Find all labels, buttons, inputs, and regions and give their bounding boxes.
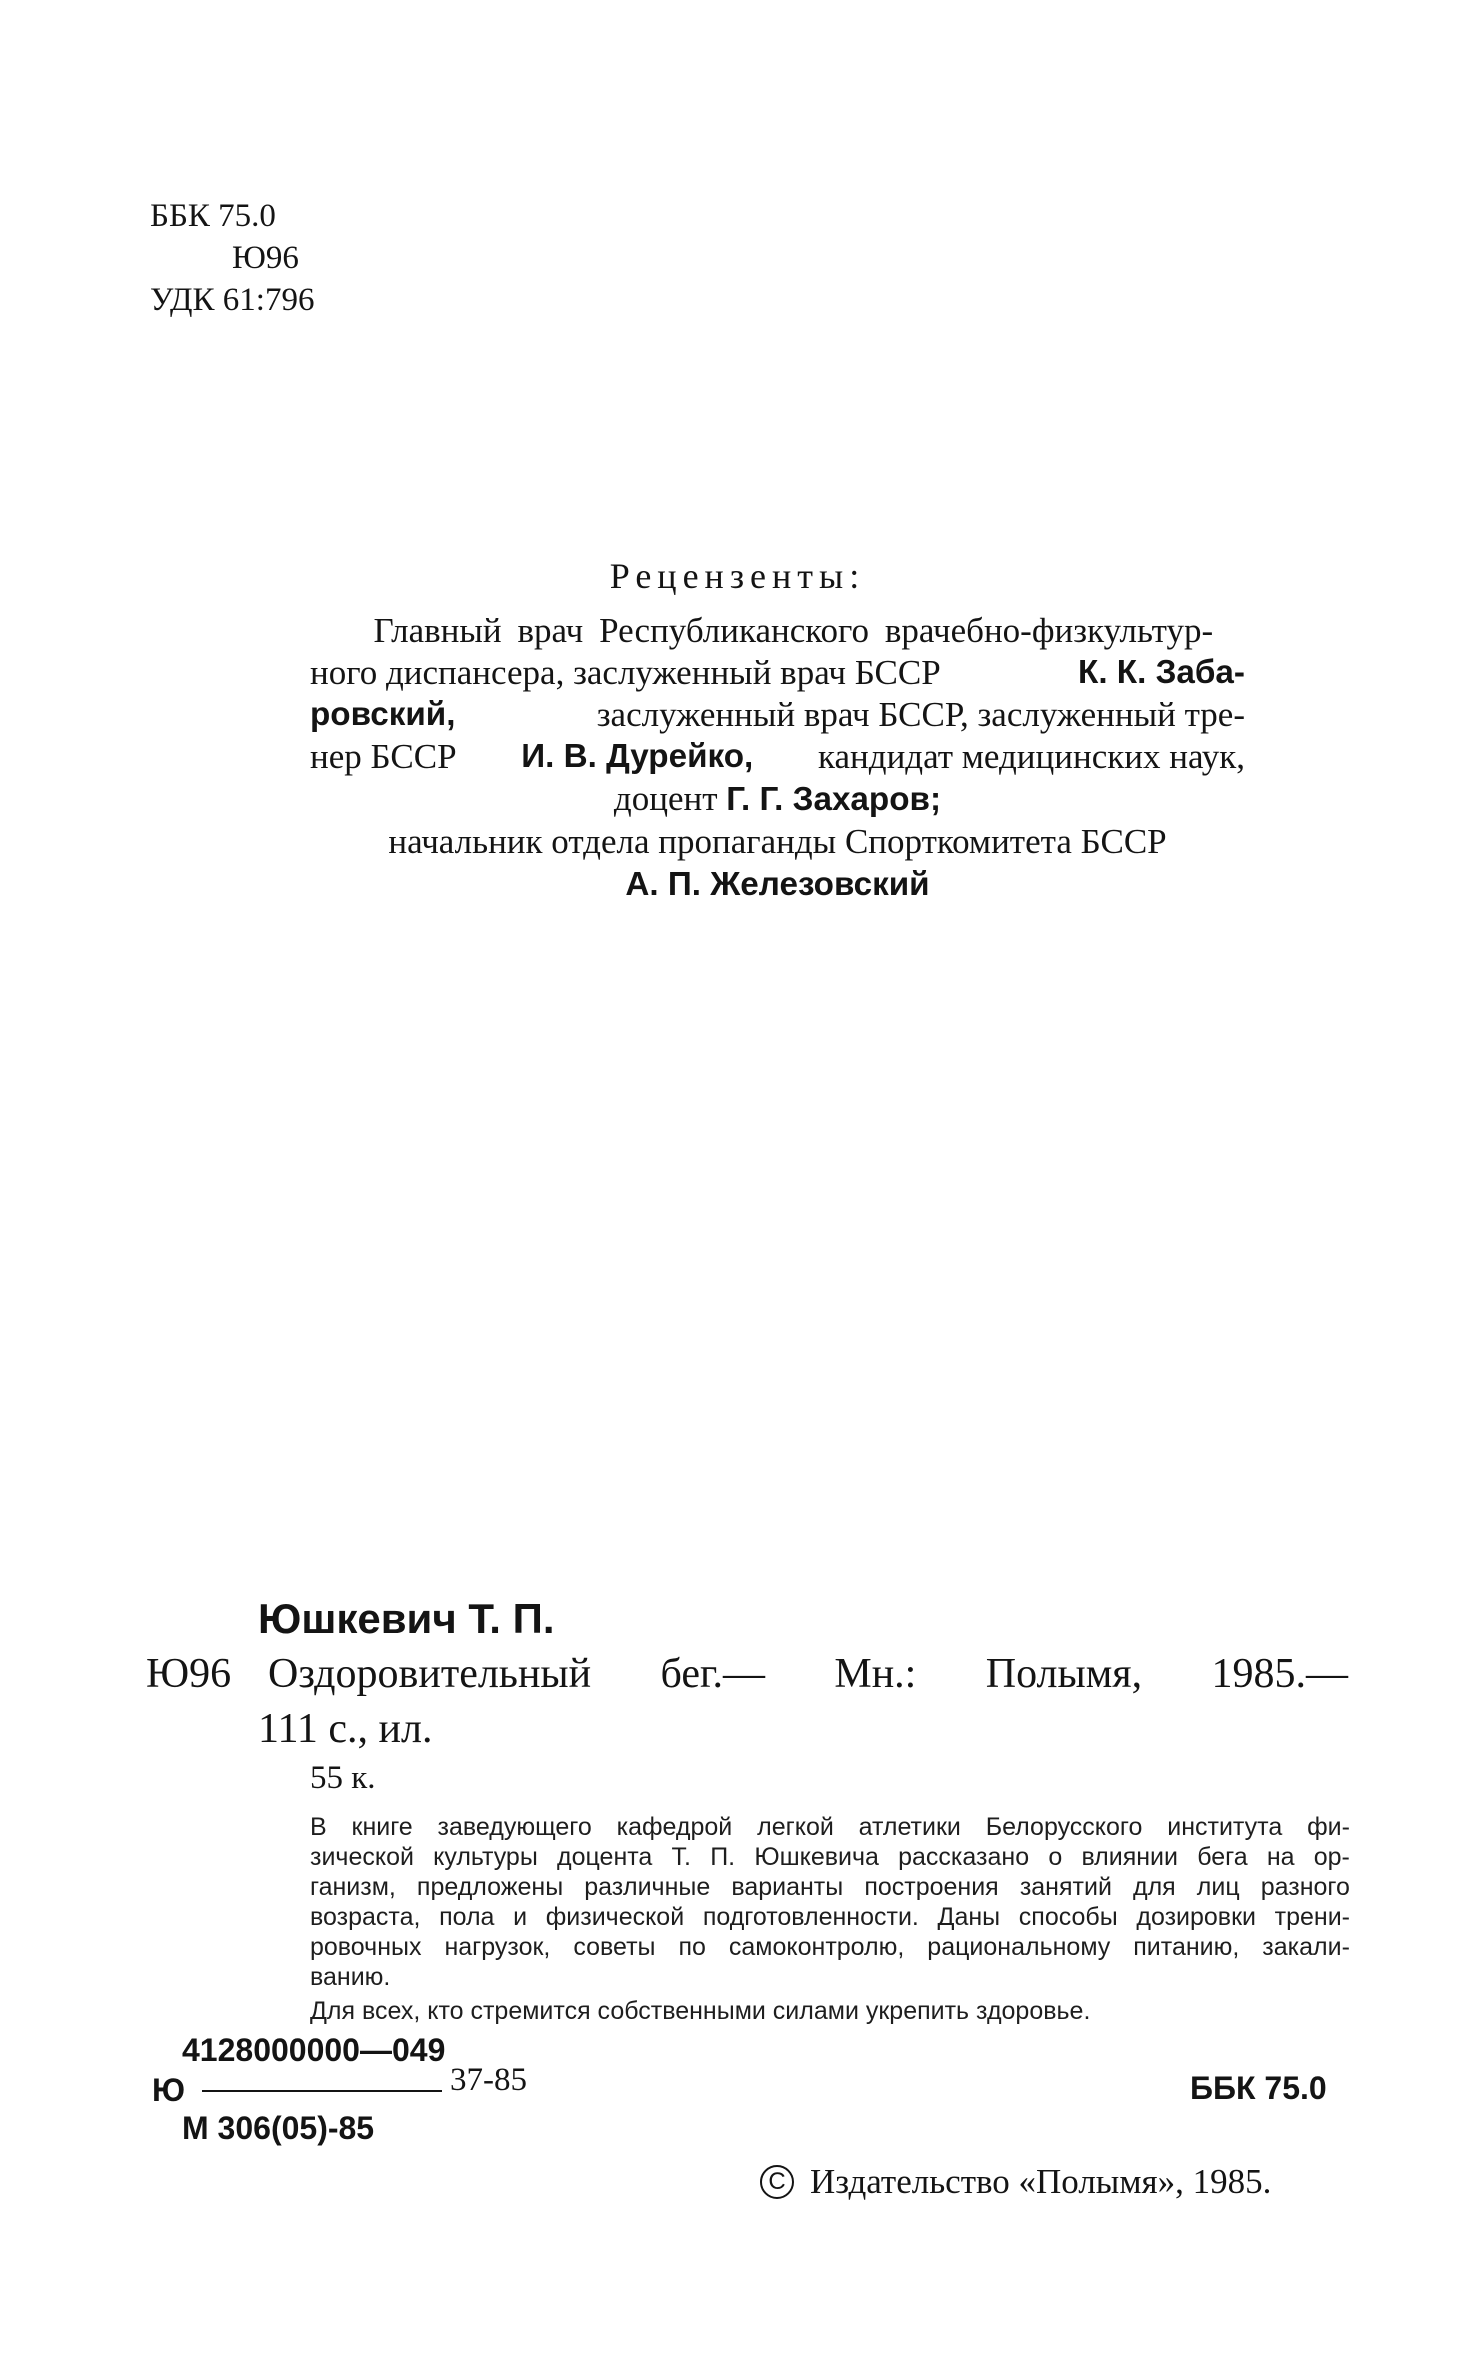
abstract-line	[310, 1932, 1350, 1962]
reviewers-line	[310, 652, 1245, 694]
abstract-word: о	[1048, 1843, 1063, 1871]
copyright-line	[760, 2162, 1271, 2202]
index-denominator: М 306(05)-85	[182, 2110, 375, 2146]
abstract-word: дозировки	[1136, 1903, 1256, 1931]
reviewers-line	[310, 863, 1245, 906]
book-price: 55 к.	[310, 1760, 376, 1796]
abstract-word: рассказано	[898, 1843, 1030, 1871]
reviewers-text: заслуженный врач БССР, заслуженный тре-	[596, 695, 1245, 734]
index-prefix: Ю	[152, 2072, 185, 2108]
reviewers-word: врачебно-физкультур-	[884, 611, 1214, 650]
reviewers-word: Главный	[373, 611, 502, 650]
abstract-word: книге	[351, 1813, 413, 1841]
reviewer-name: Г. Г. Захаров;	[726, 781, 942, 818]
abstract-word: самоконтролю,	[728, 1933, 905, 1961]
abstract-word: варианты	[731, 1873, 844, 1901]
abstract-word: и	[513, 1903, 528, 1931]
abstract-word: физической	[545, 1903, 685, 1931]
abstract-word: трени-	[1274, 1903, 1350, 1931]
abstract-word: института	[1167, 1813, 1283, 1841]
abstract-word: легкой	[757, 1813, 834, 1841]
abstract-word: предложены	[416, 1873, 564, 1901]
index-series: 37-85	[450, 2062, 527, 2098]
abstract-word: П.	[710, 1843, 736, 1871]
reviewers-text: кандидат медицинских наук,	[818, 737, 1245, 776]
udk-code: УДК 61:796	[150, 282, 315, 318]
abstract-word: возраста,	[310, 1903, 421, 1931]
abstract-word: доцента	[557, 1843, 653, 1871]
abstract-line	[310, 1812, 1350, 1842]
abstract-word: фи-	[1307, 1813, 1350, 1841]
book-abstract	[310, 1812, 1350, 2026]
reviewers-heading: Рецензенты:	[609, 556, 866, 596]
abstract-word: занятий	[1019, 1873, 1112, 1901]
abstract-word: советы	[573, 1933, 656, 1961]
copyright-text: Издательство «Полымя», 1985.	[810, 2162, 1272, 2201]
abstract-word: Т.	[671, 1843, 691, 1871]
title-word: Мн.:	[834, 1651, 917, 1697]
title-word: 1985.—	[1211, 1651, 1348, 1697]
reviewers-line	[310, 821, 1245, 863]
abstract-word: зической	[310, 1843, 414, 1871]
reviewers-line	[310, 778, 1245, 821]
title-word: бег.—	[660, 1651, 765, 1697]
abstract-word: питанию,	[1133, 1933, 1240, 1961]
copyright-icon: C	[760, 2165, 794, 2199]
abstract-line	[310, 1902, 1350, 1932]
abstract-word: Даны	[937, 1903, 1001, 1931]
book-title-line	[268, 1650, 1348, 1698]
abstract-word: ганизм,	[310, 1873, 396, 1901]
abstract-line	[310, 1842, 1350, 1872]
reviewer-name: И. В. Дурейко,	[521, 738, 754, 775]
abstract-word: способы	[1018, 1903, 1118, 1931]
audience-note: Для всех, кто стремится собственными силами укрепить здоровье.	[310, 1997, 1091, 2025]
reviewers-word: Республиканского	[599, 611, 869, 650]
abstract-line	[310, 1872, 1350, 1902]
abstract-word: на	[1266, 1843, 1295, 1871]
abstract-word: рациональному	[927, 1933, 1111, 1961]
abstract-line: ванию.	[310, 1963, 391, 1991]
abstract-word: по	[678, 1933, 706, 1961]
reviewers-text: ного диспансера, заслуженный врач БССР	[310, 653, 941, 692]
abstract-word: ор-	[1313, 1843, 1350, 1871]
reviewer-name: ровский,	[310, 696, 456, 733]
entry-call-number: Ю96	[146, 1651, 232, 1697]
reviewers-text: начальник отдела пропаганды Спорткомитета БССР	[388, 822, 1167, 861]
reviewers-list	[310, 610, 1245, 906]
fraction-rule	[202, 2090, 442, 2092]
title-word: Оздоровительный	[268, 1651, 592, 1697]
reviewers-text: нер БССР	[310, 737, 457, 776]
abstract-word: ровочных	[310, 1933, 422, 1961]
abstract-word: Юшкевича	[754, 1843, 879, 1871]
abstract-word: различные	[584, 1873, 711, 1901]
bbk-bottom: ББК 75.0	[1190, 2070, 1327, 2106]
abstract-word: заведующего	[437, 1813, 592, 1841]
abstract-word: для	[1132, 1873, 1176, 1901]
reviewer-name: А. П. Железовский	[625, 866, 930, 903]
reviewers-line	[310, 610, 1245, 652]
call-number: Ю96	[232, 240, 299, 276]
reviewers-line	[310, 694, 1245, 736]
abstract-word: атлетики	[858, 1813, 961, 1841]
abstract-word: бега	[1197, 1843, 1248, 1871]
abstract-word: закали-	[1262, 1933, 1350, 1961]
bbk-code: ББК 75.0	[150, 198, 276, 234]
abstract-word: кафедрой	[616, 1813, 733, 1841]
abstract-word: подготовленности.	[702, 1903, 919, 1931]
abstract-word: культуры	[433, 1843, 538, 1871]
abstract-word: В	[310, 1813, 327, 1841]
abstract-word: пола	[439, 1903, 495, 1931]
reviewers-word: врач	[517, 611, 584, 650]
abstract-word: влиянии	[1081, 1843, 1178, 1871]
page-count: 111 с., ил.	[258, 1706, 433, 1752]
reviewers-text: доцент	[613, 779, 718, 818]
reviewers-line	[310, 736, 1245, 778]
abstract-word: разного	[1260, 1873, 1350, 1901]
book-author: Юшкевич Т. П.	[258, 1595, 555, 1642]
abstract-word: нагрузок,	[444, 1933, 551, 1961]
index-numerator: 4128000000—049	[182, 2032, 446, 2068]
title-word: Полымя,	[985, 1651, 1143, 1697]
reviewer-name: К. К. Заба-	[1078, 654, 1245, 691]
classification-codes	[150, 195, 314, 321]
abstract-word: построения	[864, 1873, 999, 1901]
abstract-word: лиц	[1196, 1873, 1240, 1901]
abstract-word: Белорусского	[985, 1813, 1143, 1841]
